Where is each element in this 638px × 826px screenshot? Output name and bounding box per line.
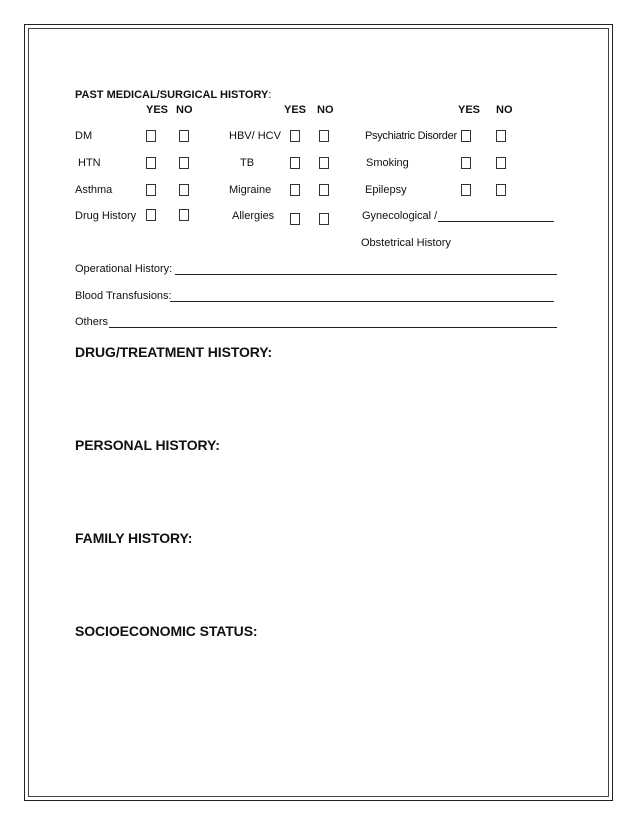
- tb-yes-checkbox[interactable]: [290, 157, 300, 169]
- asthma-no-checkbox[interactable]: [179, 184, 189, 196]
- drug-history-no-checkbox[interactable]: [179, 209, 189, 221]
- migraine-no-checkbox[interactable]: [319, 184, 329, 196]
- hbv-hcv-yes-checkbox[interactable]: [290, 130, 300, 142]
- label-dm: DM: [75, 130, 93, 142]
- drug-history-yes-checkbox[interactable]: [146, 209, 156, 221]
- epilepsy-no-checkbox[interactable]: [496, 184, 506, 196]
- personal-history-heading: PERSONAL HISTORY:: [75, 437, 220, 453]
- psychiatric-no-checkbox[interactable]: [496, 130, 506, 142]
- operational-history-input-line[interactable]: [175, 274, 557, 275]
- socioeconomic-status-heading: SOCIOECONOMIC STATUS:: [75, 623, 258, 639]
- label-others: Others: [75, 316, 109, 328]
- dm-yes-checkbox[interactable]: [146, 130, 156, 142]
- col3-no-header: NO: [496, 104, 513, 116]
- label-psychiatric-disorder: Psychiatric Disorder: [365, 130, 457, 142]
- label-obstetrical-history: Obstetrical History: [361, 237, 451, 249]
- gynecological-input-line[interactable]: [438, 221, 554, 222]
- past-medical-history-title-text: PAST MEDICAL/SURGICAL HISTORY: [75, 89, 269, 101]
- migraine-yes-checkbox[interactable]: [290, 184, 300, 196]
- label-asthma: Asthma: [75, 184, 113, 196]
- label-tb: TB: [240, 157, 255, 169]
- title-colon: :: [268, 89, 272, 101]
- smoking-yes-checkbox[interactable]: [461, 157, 471, 169]
- asthma-yes-checkbox[interactable]: [146, 184, 156, 196]
- allergies-yes-checkbox[interactable]: [290, 213, 300, 225]
- col2-yes-header: YES: [284, 104, 307, 116]
- epilepsy-yes-checkbox[interactable]: [461, 184, 471, 196]
- drug-treatment-history-heading: DRUG/TREATMENT HISTORY:: [75, 344, 273, 360]
- others-input-line[interactable]: [109, 327, 557, 328]
- smoking-no-checkbox[interactable]: [496, 157, 506, 169]
- col2-no-header: NO: [317, 104, 334, 116]
- label-drug-history: Drug History: [75, 210, 137, 222]
- page-border-inner: [28, 28, 609, 797]
- label-allergies: Allergies: [232, 210, 275, 222]
- family-history-heading: FAMILY HISTORY:: [75, 530, 193, 546]
- label-blood-transfusions: Blood Transfusions:: [75, 290, 172, 302]
- col1-yes-header: YES: [146, 104, 169, 116]
- dm-no-checkbox[interactable]: [179, 130, 189, 142]
- tb-no-checkbox[interactable]: [319, 157, 329, 169]
- htn-yes-checkbox[interactable]: [146, 157, 156, 169]
- col3-yes-header: YES: [458, 104, 481, 116]
- allergies-no-checkbox[interactable]: [319, 213, 329, 225]
- label-gynecological: Gynecological /: [362, 210, 438, 222]
- col1-no-header: NO: [176, 104, 193, 116]
- hbv-hcv-no-checkbox[interactable]: [319, 130, 329, 142]
- blood-transfusions-input-line[interactable]: [170, 301, 554, 302]
- label-migraine: Migraine: [229, 184, 272, 196]
- label-htn: HTN: [78, 157, 101, 169]
- past-medical-history-title: [75, 89, 271, 102]
- label-epilepsy: Epilepsy: [365, 184, 407, 196]
- htn-no-checkbox[interactable]: [179, 157, 189, 169]
- label-hbv-hcv: HBV/ HCV: [229, 130, 281, 142]
- label-smoking: Smoking: [366, 157, 409, 169]
- label-operational-history: Operational History:: [75, 263, 173, 275]
- psychiatric-yes-checkbox[interactable]: [461, 130, 471, 142]
